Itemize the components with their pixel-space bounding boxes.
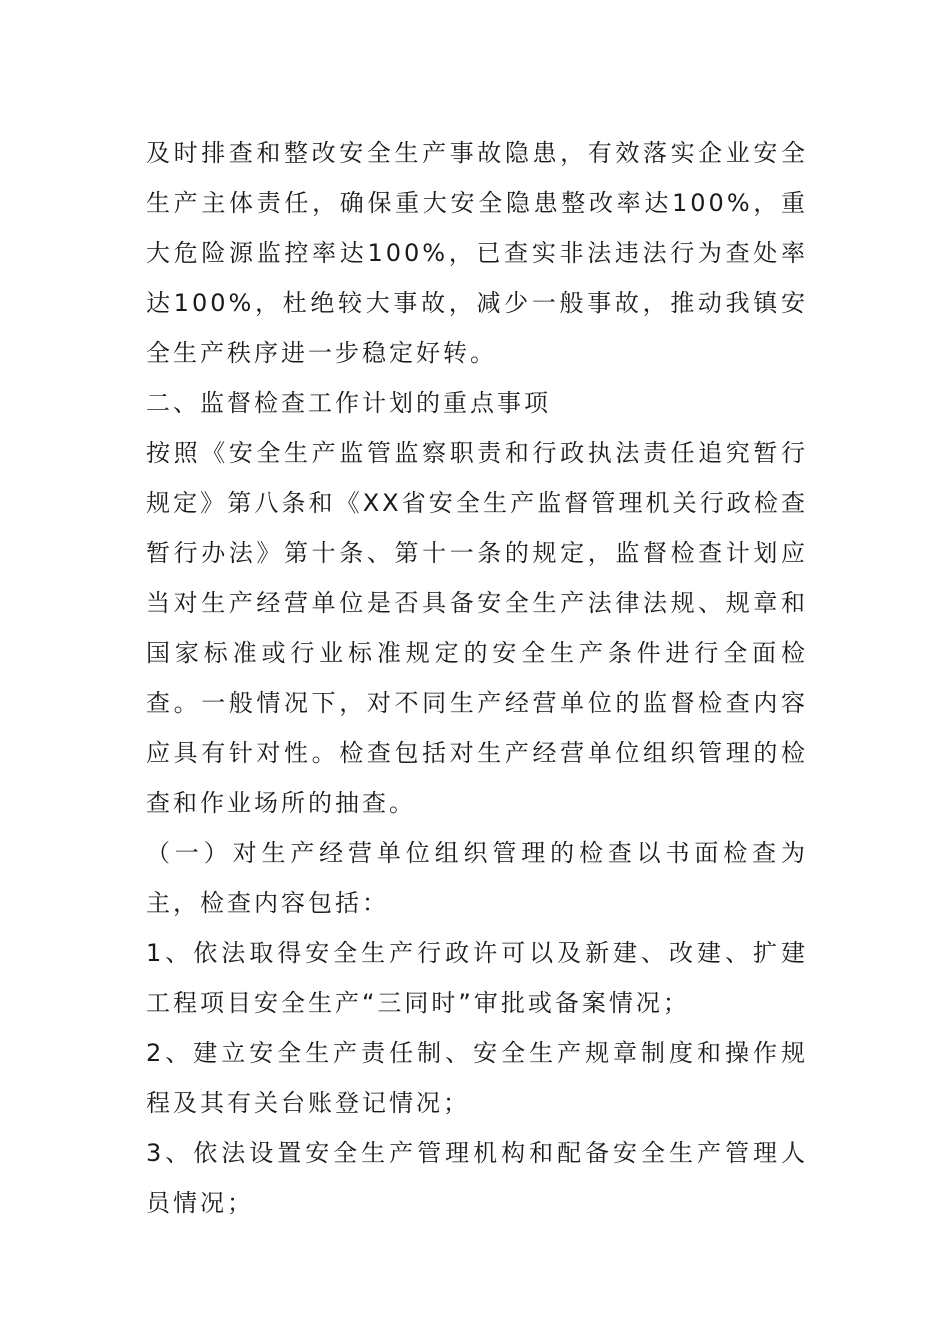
document-body — [146, 128, 808, 1228]
subsection-heading-organization-check: （一）对生产经营单位组织管理的检查以书面检查为主，检查内容包括： — [146, 839, 808, 917]
list-item-3: 3、依法设置安全生产管理机构和配备安全生产管理人员情况； — [146, 1139, 808, 1217]
list-item-2: 2、建立安全生产责任制、安全生产规章制度和操作规程及其有关台账登记情况； — [146, 1039, 808, 1117]
list-item-1: 1、依法取得安全生产行政许可以及新建、改建、扩建工程项目安全生产“三同时”审批或备案情况； — [146, 939, 808, 1017]
paragraph-inspection-basis: 按照《安全生产监管监察职责和行政执法责任追究暂行规定》第八条和《XX省安全生产监督管理机关行政检查暂行办法》第十条、第十一条的规定，监督检查计划应当对生产经营单位是否具备安全生产法律法规、规章和国家标准或行业标准规定的安全生产条件进行全面检查。一般情况下，对不同生产经营单位的监督检查内容应具有针对性。检查包括对生产经营单位组织管理的检查和作业场所的抽查。 — [146, 439, 808, 817]
section-heading-key-items: 二、监督检查工作计划的重点事项 — [146, 389, 551, 417]
paragraph-goals-continued: 及时排查和整改安全生产事故隐患，有效落实企业安全生产主体责任，确保重大安全隐患整改率达100%，重大危险源监控率达100%，已查实非法违法行为查处率达100%，杜绝较大事故，减少一般事故，推动我镇安全生产秩序进一步稳定好转。 — [146, 139, 808, 367]
